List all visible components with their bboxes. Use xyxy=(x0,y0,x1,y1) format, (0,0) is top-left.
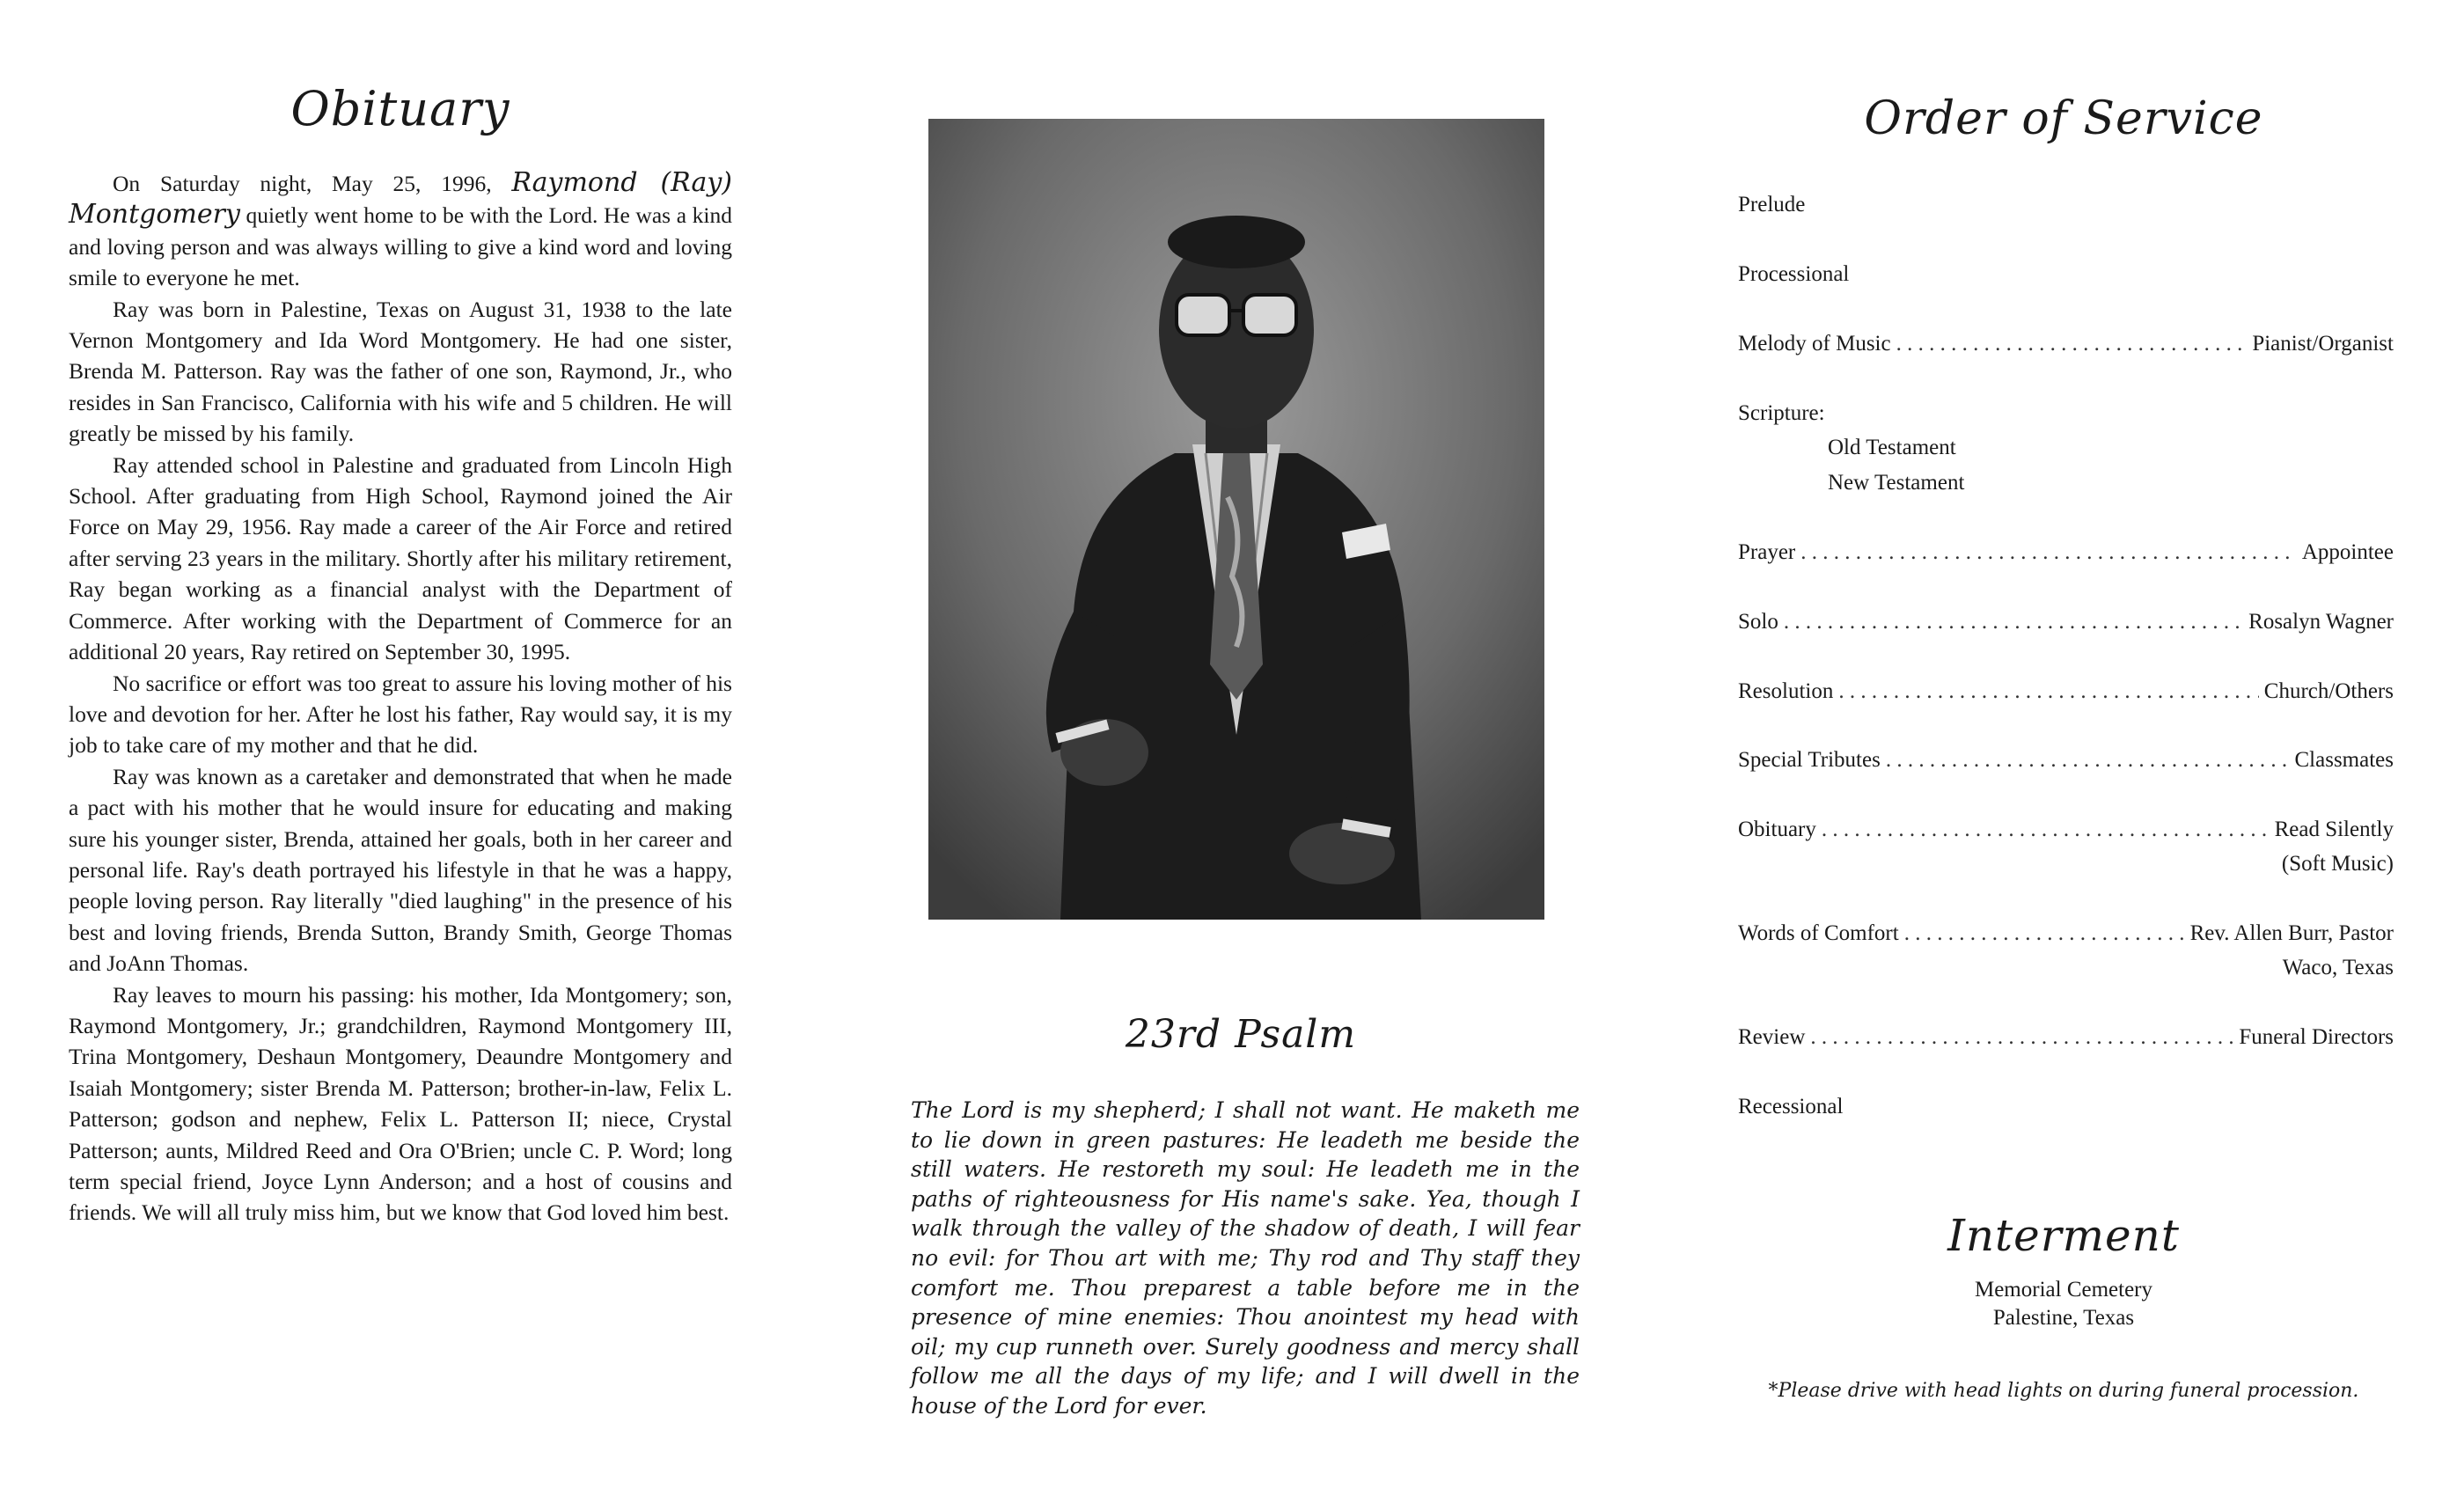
obituary-title: Obituary xyxy=(290,81,510,136)
dot-leader xyxy=(1886,747,2290,774)
dot-leader xyxy=(1784,609,2243,635)
obituary-paragraph-2: Ray was born in Palestine, Texas on August 31, 1938 to the late Vernon Montgomery and Ida Word Montgomery. He had one sister, Brenda M. Patterson. Ray was the father of one son, Raymond, Jr., who resides in San Francisco, California with his wife and 5 children. He will greatly be missed by his family. xyxy=(69,296,732,447)
resolution-label: Resolution xyxy=(1738,679,1834,703)
obituary-value-note: (Soft Music) xyxy=(2281,852,2394,876)
comfort-value: Rev. Allen Burr, Pastor xyxy=(2189,921,2394,945)
melody-label: Melody of Music xyxy=(1738,332,1891,356)
service-item-recessional xyxy=(1738,1094,2394,1120)
service-item-comfort xyxy=(1738,920,2394,947)
new-testament: New Testament xyxy=(1828,471,1965,495)
order-of-service-title: Order of Service xyxy=(1864,92,2263,145)
service-item-tributes xyxy=(1738,747,2394,774)
dot-leader xyxy=(1810,1024,2233,1051)
recessional-label: Recessional xyxy=(1738,1095,1844,1118)
portrait-photo xyxy=(928,119,1544,920)
service-item-prayer xyxy=(1738,539,2394,566)
deceased-name: Raymond (Ray) Montgomery xyxy=(69,167,732,231)
dot-leader xyxy=(1904,920,2185,947)
portrait-illustration xyxy=(928,119,1544,920)
obituary-paragraph-3: Ray attended school in Palestine and graduated from Lincoln High School. After graduating from High School, Raymond joined the Air Force on May 29, 1956. Ray made a career of the Air Force and retired after serving 23 years in the military. Shortly after his military retirement, Ray began working as a financial analyst with the Department of Commerce. After working with the Department of Commerce for an additional 20 years, Ray retired on September 30, 1995. xyxy=(69,451,732,665)
tributes-value: Classmates xyxy=(2294,748,2394,772)
old-testament: Old Testament xyxy=(1828,436,1956,459)
procession-note: *Please drive with head lights on during funeral procession. xyxy=(1768,1380,2359,1402)
service-item-melody xyxy=(1738,331,2394,357)
dot-leader xyxy=(1838,678,2258,705)
interment-title: Interment xyxy=(1947,1210,2180,1261)
service-item-scripture xyxy=(1738,400,2394,427)
psalm-text: The Lord is my shepherd; I shall not want. He maketh me to lie down in green pastures: He leadeth me beside the still waters. He restoreth my soul: He leadeth me in the paths of righteousness for His name's sake. Yea, though I walk through the valley of the shadow of death, I will fear no evil: for Thou art with me; Thy rod and Thy staff they comfort me. Thou preparest a table before me in the presence of mine enemies: Thou anointest my head with oil; my cup runneth over. Surely goodness and mercy shall follow me all the days of my life; and I will dwell in the house of the Lord for ever. xyxy=(911,1097,1580,1419)
obituary-p1-lead: On Saturday night, May 25, 1996, xyxy=(113,171,512,196)
dot-leader xyxy=(1800,539,2297,566)
service-item-review xyxy=(1738,1024,2394,1051)
service-item-resolution xyxy=(1738,678,2394,705)
comfort-location: Waco, Texas xyxy=(2282,956,2394,979)
melody-value: Pianist/Organist xyxy=(2252,332,2394,356)
obituary-paragraph-4: No sacrifice or effort was too great to assure his loving mother of his love and devotion for her. After he lost his father, Ray would say, it is my job to take care of my mother and that he did. xyxy=(69,670,732,759)
service-item-solo xyxy=(1738,609,2394,635)
resolution-value: Church/Others xyxy=(2263,679,2394,703)
review-label: Review xyxy=(1738,1025,1806,1049)
dot-leader xyxy=(1822,817,2270,843)
prelude-label: Prelude xyxy=(1738,193,1806,216)
cemetery-name: Memorial Cemetery xyxy=(1974,1278,2152,1302)
service-item-obituary xyxy=(1738,817,2394,843)
service-item-processional xyxy=(1738,261,2394,288)
cemetery-city: Palestine, Texas xyxy=(1992,1306,2135,1330)
review-value: Funeral Directors xyxy=(2239,1025,2394,1049)
obituary-paragraph-6: Ray leaves to mourn his passing: his mother, Ida Montgomery; son, Raymond Montgomery, Jr.; grandchildren, Raymond Montgomery III, Trina Montgomery, Deshaun Montgomery, Deaundre Montgomery and Isaiah Montgomery; sister Brenda M. Patterson; brother-in-law, Felix L. Patterson; godson and nephew, Felix L. Patterson II; niece, Crystal Patterson; aunts, Mildred Reed and Ora O'Brien; uncle C. P. Word; long term special friend, Joyce Lynn Anderson; and a host of cousins and friends. We will all truly miss him, but we know that God loved him best. xyxy=(69,981,732,1226)
solo-label: Solo xyxy=(1738,610,1778,634)
tributes-label: Special Tributes xyxy=(1738,748,1881,772)
service-item-prelude xyxy=(1738,192,2394,218)
psalm-title: 23rd Psalm xyxy=(1125,1012,1357,1057)
obituary-paragraph-1 xyxy=(69,167,732,294)
interment-place xyxy=(1725,1276,2402,1332)
obituary-body xyxy=(69,167,732,1228)
obituary-value: Read Silently xyxy=(2274,818,2394,841)
scripture-label: Scripture: xyxy=(1738,401,1825,425)
prayer-value: Appointee xyxy=(2301,540,2394,564)
obituary-label: Obituary xyxy=(1738,818,1816,841)
obituary-paragraph-5: Ray was known as a caretaker and demonstrated that when he made a pact with his mother that he would insure for educating and making sure his younger sister, Brenda, attained her goals, both in her career and personal life. Ray's death portrayed his lifestyle in that he was a happy, people loving person. Ray literally "died laughing" in the presence of his best and loving friends, Brenda Sutton, Brandy Smith, George Thomas and JoAnn Thomas. xyxy=(69,763,732,977)
dot-leader xyxy=(1896,331,2248,357)
solo-value: Rosalyn Wagner xyxy=(2248,610,2394,634)
prayer-label: Prayer xyxy=(1738,540,1796,564)
comfort-label: Words of Comfort xyxy=(1738,921,1899,945)
obituary-p1-rest: quietly went home to be with the Lord. He was a kind and loving person and was always willing to give a kind word and loving smile to everyone he met. xyxy=(69,202,732,291)
processional-label: Processional xyxy=(1738,262,1850,286)
